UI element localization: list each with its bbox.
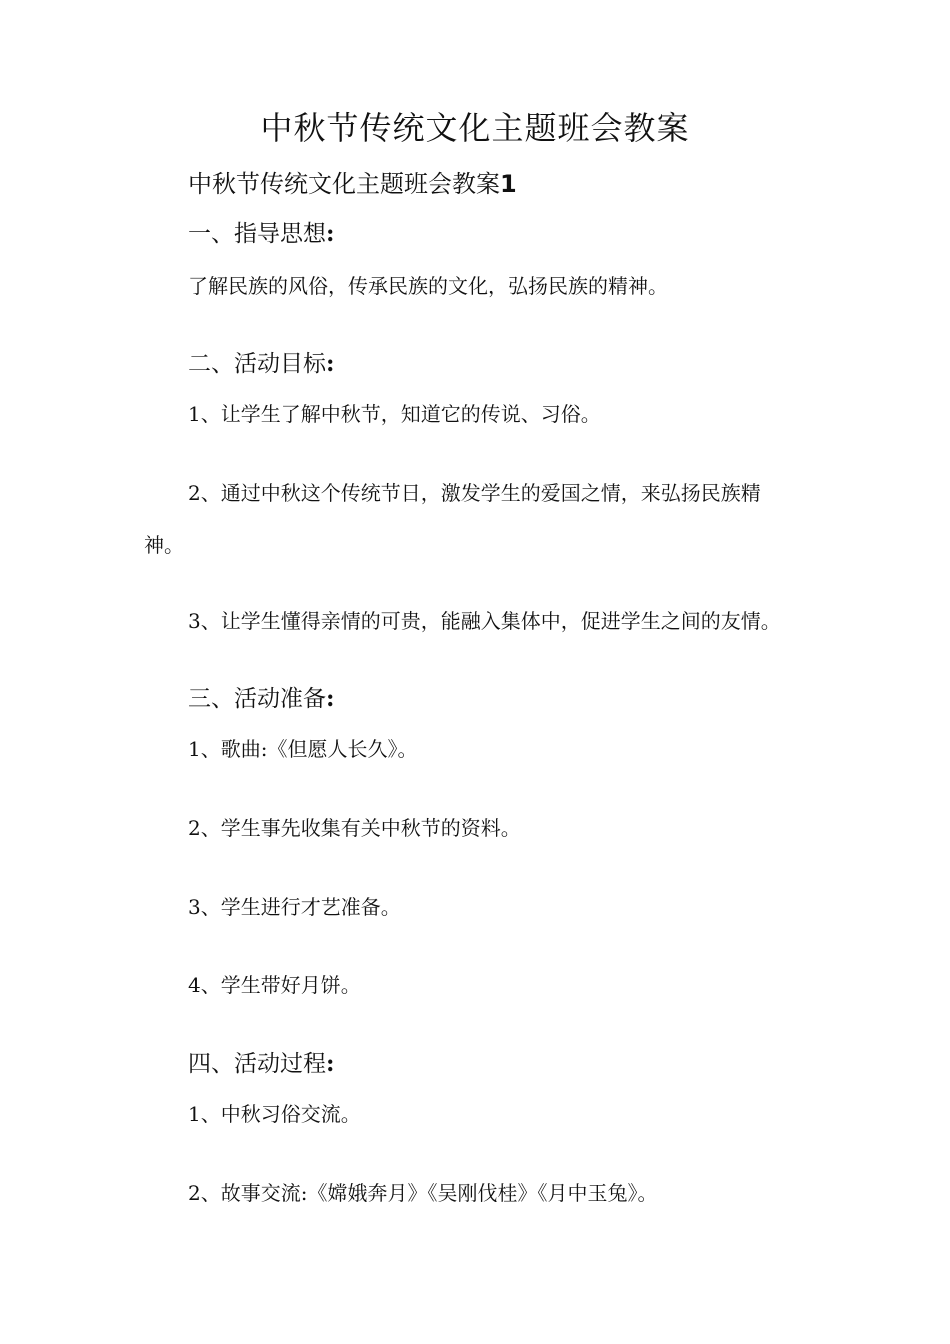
section-heading-activity-process (188, 1052, 335, 1076)
heading-colon: : (326, 220, 335, 247)
paragraph: 了解民族的风俗，传承民族的文化，弘扬民族的精神。 (188, 274, 668, 298)
heading-text: 一、指导思想 (188, 221, 326, 247)
paragraph-continuation: 神。 (144, 533, 184, 557)
heading-text: 三、活动准备 (188, 686, 326, 712)
document-title: 中秋节传统文化主题班会教案 (260, 109, 690, 147)
paragraph: 1、让学生了解中秋节，知道它的传说、习俗。 (188, 402, 601, 426)
heading-colon: : (326, 1050, 335, 1077)
section-heading-guiding-idea (188, 222, 335, 246)
section-heading-activity-preparation (188, 687, 335, 711)
subtitle-text: 中秋节传统文化主题班会教案 (188, 170, 500, 198)
paragraph: 2、通过中秋这个传统节日，激发学生的爱国之情，来弘扬民族精 (188, 481, 761, 505)
paragraph: 3、学生进行才艺准备。 (188, 895, 401, 919)
document-subtitle (188, 172, 517, 196)
heading-text: 四、活动过程 (188, 1051, 326, 1077)
heading-colon: : (326, 685, 335, 712)
heading-text: 二、活动目标 (188, 351, 326, 377)
paragraph: 1、中秋习俗交流。 (188, 1102, 361, 1126)
paragraph: 3、让学生懂得亲情的可贵，能融入集体中，促进学生之间的友情。 (188, 609, 781, 633)
subtitle-number: 1 (500, 170, 517, 198)
paragraph: 2、学生事先收集有关中秋节的资料。 (188, 816, 521, 840)
paragraph: 4、学生带好月饼。 (188, 973, 361, 997)
section-heading-activity-goals (188, 352, 335, 376)
paragraph: 1、歌曲:《但愿人长久》。 (188, 737, 418, 761)
heading-colon: : (326, 350, 335, 377)
paragraph: 2、故事交流:《嫦娥奔月》《吴刚伐桂》《月中玉兔》。 (188, 1181, 658, 1205)
